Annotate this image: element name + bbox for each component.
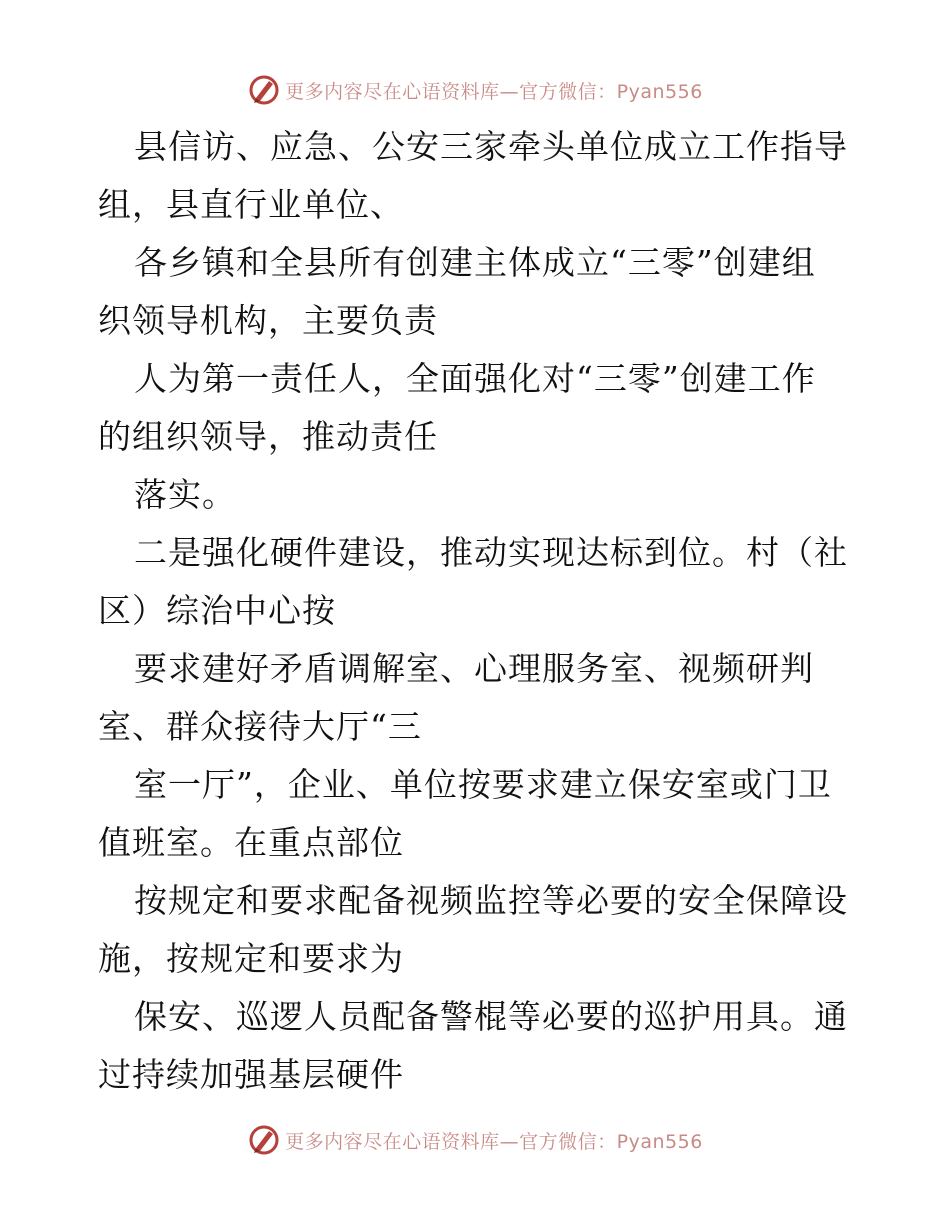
paragraph-5 [98,524,858,640]
text-line: 织领导机构，主要负责 [98,301,438,340]
paragraph-7 [98,756,858,872]
text-line: 室、群众接待大厅“三 [98,707,422,746]
text-line: 值班室。在重点部位 [98,823,404,862]
paragraph-2 [98,234,858,350]
paragraph-6 [98,640,858,756]
footer-banner-text: 更多内容尽在心语资料库—官方微信：Pyan556 [285,1130,703,1153]
text-line: 施，按规定和要求为 [98,939,404,978]
text-line: 组，县直行业单位、 [98,185,404,224]
text-line: 过持续加强基层硬件 [98,1055,404,1094]
paragraph-8 [98,872,858,988]
text-line: 二是强化硬件建设，推动实现达标到位。村（社 [134,533,848,572]
text-line: 县信访、应急、公安三家牵头单位成立工作指导 [134,127,848,166]
text-line: 保安、巡逻人员配备警棍等必要的巡护用具。通 [134,997,848,1036]
text-line: 各乡镇和全县所有创建主体成立“三零”创建组 [134,243,816,282]
document-body [98,118,858,1104]
paragraph-3 [98,350,858,466]
header-banner [0,70,950,110]
paragraph-9 [98,988,858,1104]
text-line: 的组织领导，推动责任 [98,417,438,456]
text-line: 落实。 [134,475,236,514]
header-banner-text: 更多内容尽在心语资料库—官方微信：Pyan556 [285,80,703,103]
paragraph-1 [98,118,858,234]
paragraph-4 [98,466,858,524]
text-line: 室一厅”，企业、单位按要求建立保安室或门卫 [134,765,832,804]
text-line: 区）综治中心按 [98,591,336,630]
footer-banner [0,1120,950,1160]
text-line: 要求建好矛盾调解室、心理服务室、视频研判 [134,649,814,688]
text-line: 人为第一责任人，全面强化对“三零”创建工作 [134,359,816,398]
text-line: 按规定和要求配备视频监控等必要的安全保障设 [134,881,848,920]
pen-circle-logo-icon [247,1123,281,1157]
pen-circle-logo-icon [247,73,281,107]
